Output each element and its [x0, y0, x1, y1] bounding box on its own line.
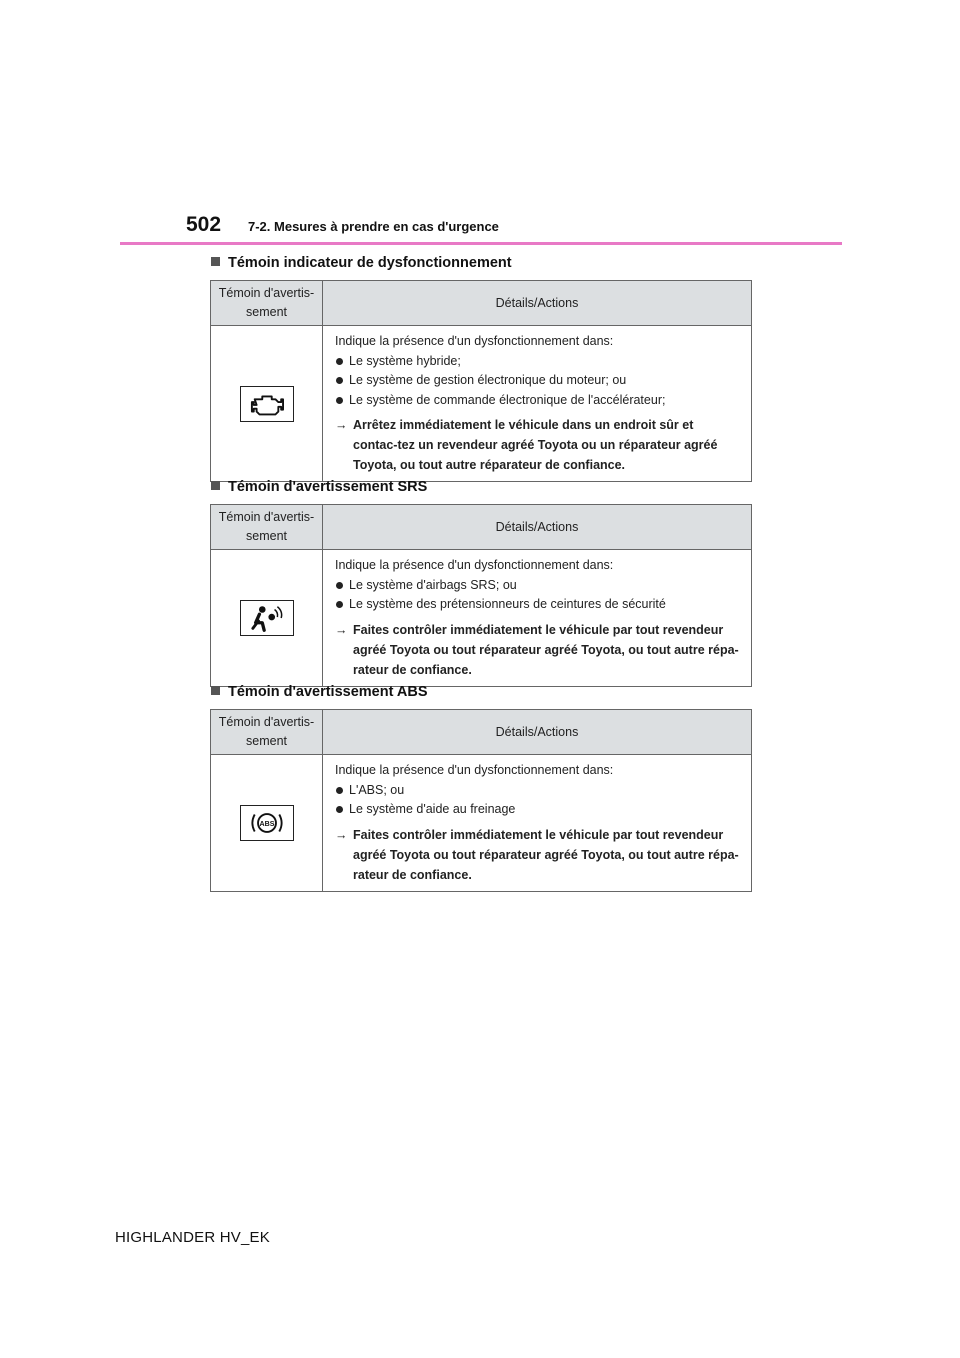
list-item: Le système d'aide au freinage	[335, 800, 741, 820]
icon-cell	[211, 755, 323, 892]
abs-icon-label: ABS	[259, 819, 274, 828]
icon-cell	[211, 550, 323, 687]
arrow-icon: →	[335, 418, 348, 432]
abs-icon	[240, 805, 294, 841]
square-bullet-icon	[211, 257, 220, 266]
list-item: L'ABS; ou	[335, 781, 741, 801]
footer-model: HIGHLANDER HV_EK	[115, 1229, 270, 1246]
table-header-details: Détails/Actions	[323, 281, 752, 326]
details-cell	[323, 550, 752, 687]
check-engine-icon	[240, 386, 294, 422]
abs-table	[210, 709, 752, 892]
list-item: Le système de gestion électronique du moteur; ou	[335, 371, 741, 391]
arrow-icon: →	[335, 622, 348, 637]
table-header-warning-light: Témoin d'avertis- sement	[211, 505, 323, 550]
header-rule	[120, 242, 842, 245]
details-cell	[323, 326, 752, 482]
action-text: → Faites contrôler immédiatement le véhicule par tout revendeur agréé Toyota ou tout réparateur agréé Toyota, ou tout autre répa-rateur de confiance.	[335, 620, 741, 680]
icon-cell	[211, 326, 323, 482]
square-bullet-icon	[211, 686, 220, 695]
table-header-details: Détails/Actions	[323, 505, 752, 550]
list-item: Le système d'airbags SRS; ou	[335, 576, 741, 596]
section-heading-malfunction: Témoin indicateur de dysfonctionnement	[211, 255, 512, 271]
details-intro: Indique la présence d'un dysfonctionnement dans:	[335, 558, 614, 572]
list-item: Le système hybride;	[335, 352, 741, 372]
srs-table	[210, 504, 752, 687]
chapter-title: 7-2. Mesures à prendre en cas d'urgence	[248, 219, 499, 234]
details-cell	[323, 755, 752, 892]
malfunction-table	[210, 280, 752, 482]
srs-airbag-icon	[240, 600, 294, 636]
action-text: → Arrêtez immédiatement le véhicule dans un endroit sûr et contac-tez un revendeur agréé Toyota ou un réparateur agréé Toyota, ou tout autre réparateur de confiance.	[335, 415, 741, 475]
square-bullet-icon	[211, 481, 220, 490]
details-intro: Indique la présence d'un dysfonctionnement dans:	[335, 763, 614, 777]
list-item: Le système des prétensionneurs de ceintures de sécurité	[335, 595, 741, 615]
table-header-warning-light: Témoin d'avertis- sement	[211, 281, 323, 326]
list-item: Le système de commande électronique de l'accélérateur;	[335, 391, 741, 411]
section-heading-abs: Témoin d'avertissement ABS	[211, 684, 428, 700]
table-header-details: Détails/Actions	[323, 710, 752, 755]
page-number: 502	[186, 213, 222, 236]
details-intro: Indique la présence d'un dysfonctionnement dans:	[335, 334, 614, 348]
arrow-icon: →	[335, 827, 348, 842]
table-header-warning-light: Témoin d'avertis- sement	[211, 710, 323, 755]
action-text: → Faites contrôler immédiatement le véhicule par tout revendeur agréé Toyota ou tout réparateur agréé Toyota, ou tout autre répa-rateur de confiance.	[335, 825, 741, 885]
section-heading-srs: Témoin d'avertissement SRS	[211, 479, 427, 495]
